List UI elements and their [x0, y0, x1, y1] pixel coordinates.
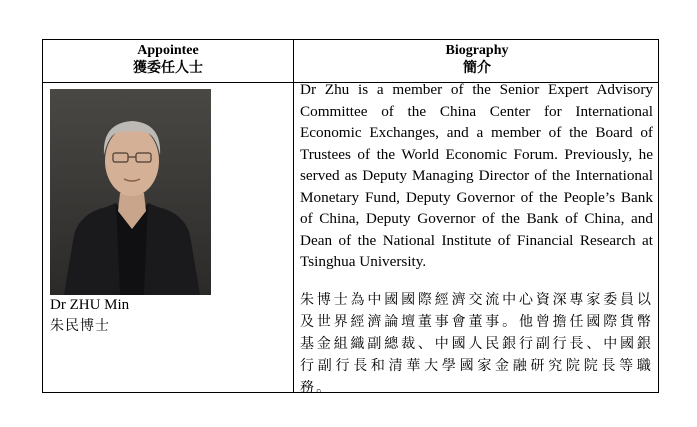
- biography-header-zh: 簡介: [463, 61, 491, 76]
- appointee-name-zh: 朱民博士: [50, 319, 110, 334]
- biography-header-en: Biography: [445, 43, 509, 58]
- biography-text-zh: 朱博士為中國國際經濟交流中心資深專家委員以及世界經濟論壇董事會董事。他曾擔任國際貨幣基金組織副總裁、中國人民銀行副行長、中國銀行副行長和清華大學國家金融研究院院長等職務。: [300, 293, 653, 396]
- biography-column-header: [294, 42, 660, 78]
- appointee-header-en: Appointee: [137, 43, 199, 58]
- appointee-column-header: [43, 42, 293, 78]
- portrait-illustration: [50, 89, 211, 295]
- biography-text-en: Dr Zhu is a member of the Senior Expert Advisory Committee of the China Center for International Economic Exchanges, and a member of the Board of Trustees of the World Economic Forum. Previously, he served as Deputy Managing Director of the International Monetary Fund, Deputy Governor of the People’s Bank of China, Deputy Governor of the Bank of China, and Dean of the National Institute of Financial Research at Tsinghua University.: [300, 81, 653, 270]
- column-divider: [293, 40, 294, 392]
- appointment-table: [42, 39, 659, 396]
- appointee-header-zh: 獲委任人士: [133, 61, 203, 76]
- appointee-name-en: Dr ZHU Min: [50, 297, 130, 313]
- portrait-photo: [50, 89, 211, 295]
